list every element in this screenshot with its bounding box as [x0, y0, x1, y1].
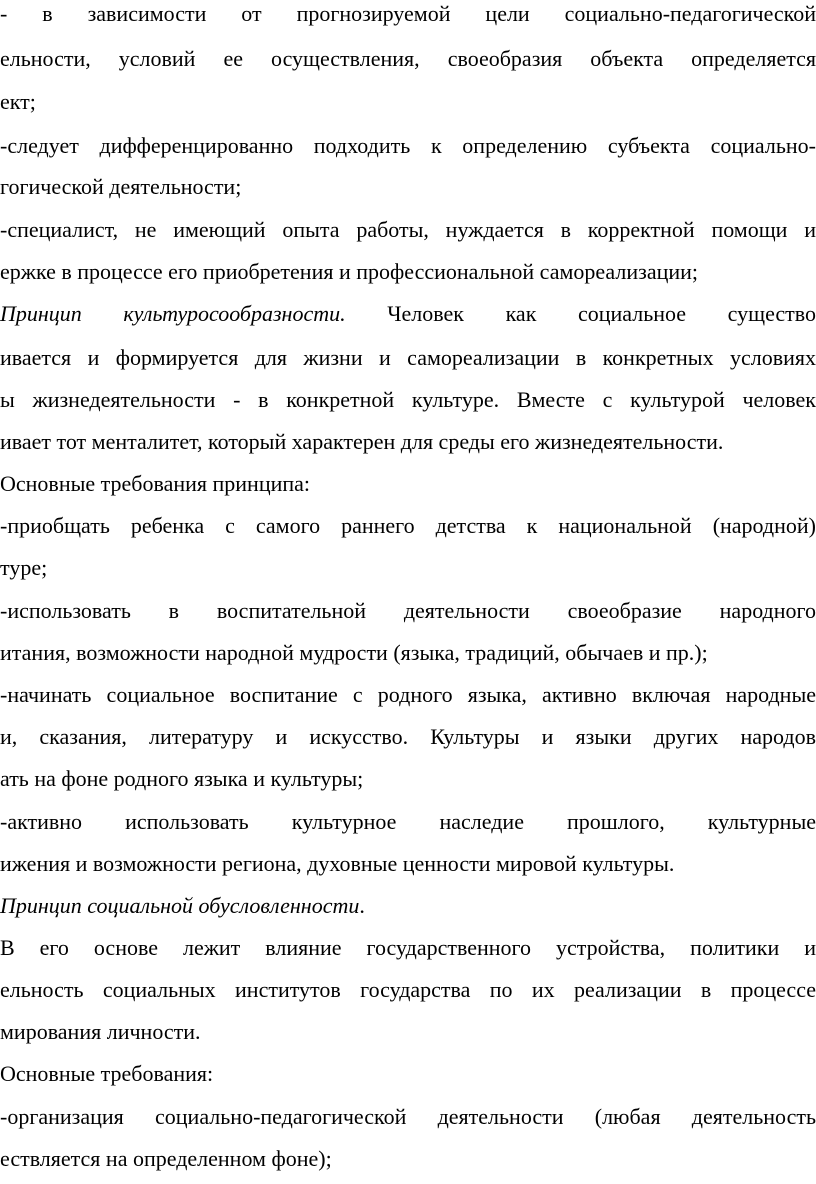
text-line: В его основе лежит влияние государственного устройства, политики и [0, 935, 816, 960]
text-line: итания, возможности народной мудрости (языка, традиций, обычаев и пр.); [0, 640, 708, 665]
text-line: -специалист, не имеющий опыта работы, нуждается в корректной помощи и [0, 217, 816, 242]
principle-social-period: . [359, 893, 365, 918]
principle-culture-text: Человек как социальное существо [387, 301, 816, 326]
text-line: гогической деятельности; [0, 174, 242, 199]
text-line: ать на фоне родного языка и культуры; [0, 766, 364, 791]
text-line: ы жизнедеятельности - в конкретной культуре. Вместе с культурой человек [0, 387, 816, 412]
text-line: ект; [0, 89, 36, 114]
principle-culture-line [0, 300, 816, 328]
text-line: ествляется на определенном фоне); [0, 1146, 332, 1171]
principle-social-line [0, 892, 365, 920]
text-line: ержке в процессе его приобретения и профессиональной самореализации; [0, 259, 699, 284]
text-line: ельности, условий ее осуществления, своеобразия объекта определяется [0, 46, 816, 71]
text-line: Основные требования принципа: [0, 471, 311, 496]
text-line: -приобщать ребенка с самого раннего детства к национальной (народной) [0, 513, 816, 538]
text-line: -организация социально-педагогической деятельности (любая деятельность [0, 1104, 816, 1129]
text-line: мирования личности. [0, 1019, 201, 1044]
text-line: -следует дифференцированно подходить к определению субъекта социально- [0, 133, 816, 158]
text-line: -активно использовать культурное наследие прошлого, культурные [0, 809, 816, 834]
principle-culture-heading: Принцип культуросообразности. [0, 301, 346, 326]
text-line: - в зависимости от прогнозируемой цели социально-педагогической [0, 1, 816, 26]
principle-social-heading: Принцип социальной обусловленности [0, 893, 360, 918]
text-line: Основные требования: [0, 1061, 214, 1086]
text-line: ижения и возможности региона, духовные ценности мировой культуры. [0, 851, 675, 876]
text-line: -использовать в воспитательной деятельности своеобразие народного [0, 598, 816, 623]
text-line: ивает тот менталитет, который характерен для среды его жизнедеятельности. [0, 429, 724, 454]
text-line: ельность социальных институтов государства по их реализации в процессе [0, 977, 816, 1002]
text-line: ивается и формируется для жизни и самореализации в конкретных условиях [0, 345, 816, 370]
text-line: туре; [0, 555, 48, 580]
text-line: -начинать социальное воспитание с родного языка, активно включая народные [0, 682, 816, 707]
text-line: и, сказания, литературу и искусство. Культуры и языки других народов [0, 724, 816, 749]
